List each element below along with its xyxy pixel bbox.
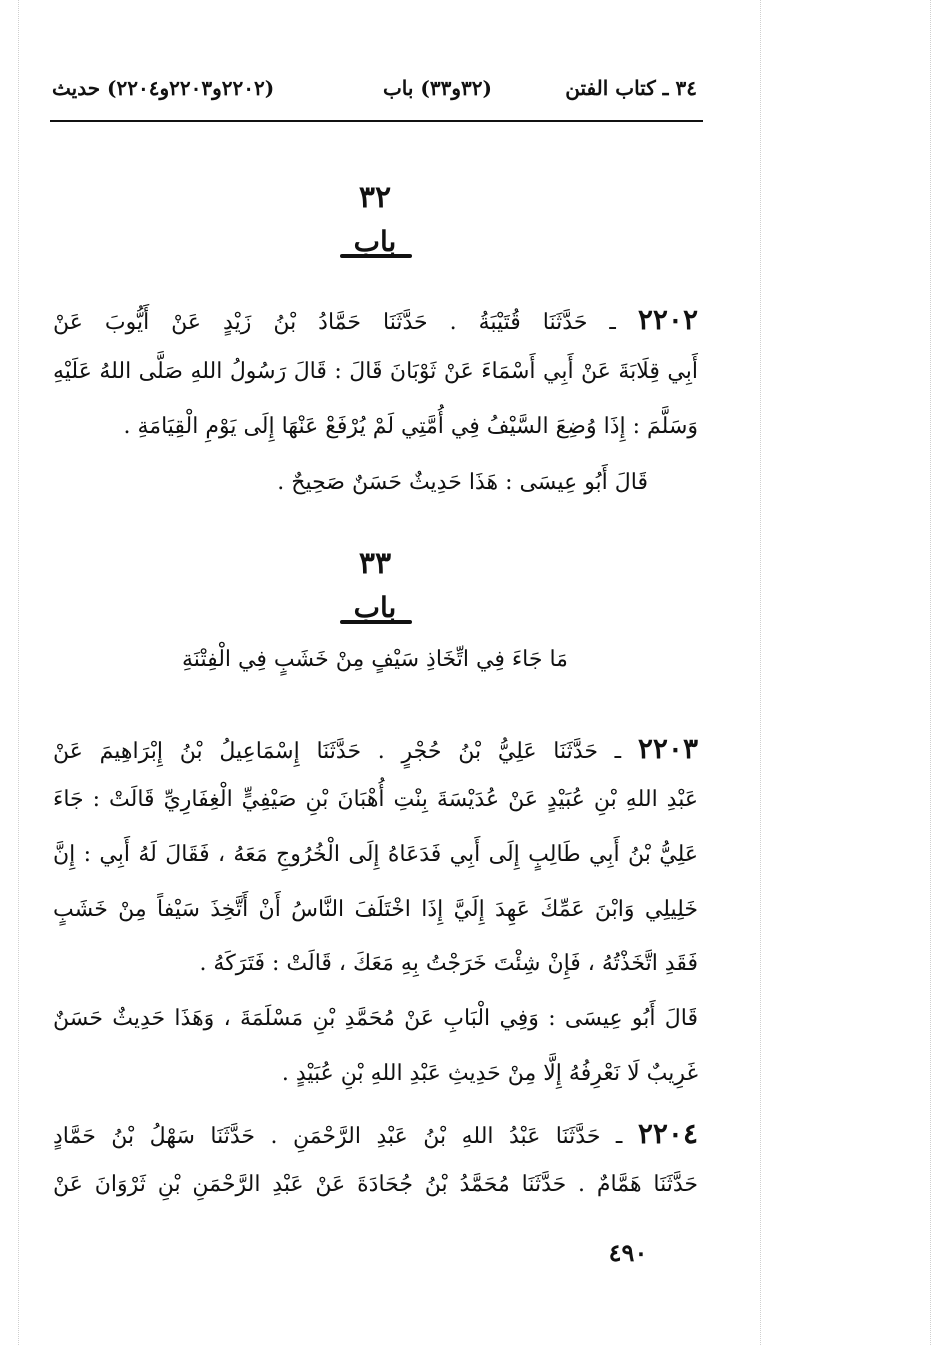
scan-artifact-line	[760, 0, 761, 1345]
hadith-text: ـ حَدَّثَنَا قُتَيْبَةُ . حَدَّثَنَا حَمَّادُ بْنُ زَيْدٍ عَنْ أَيُّوبَ عَنْ	[53, 310, 638, 335]
page-number: ٤٩٠	[608, 1238, 648, 1267]
scan-artifact-line	[18, 0, 19, 1345]
section-subtitle: مَا جَاءَ فِي اتِّخَاذِ سَيْفٍ مِنْ خَشَبٍ فِي الْفِتْنَةِ	[182, 647, 568, 672]
section-title: باب	[353, 591, 397, 624]
hadith-text: ـ حَدَّثَنَا عَلِيُّ بْنُ حُجْرٍ . حَدَّثَنَا إِسْمَاعِيلُ بْنُ إِبْرَاهِيمَ عَنْ	[53, 739, 638, 764]
header-book-title: ٣٤ ـ كتاب الفتن	[565, 76, 697, 100]
text-line: خَلِيلِي وَابْنَ عَمِّكَ عَهِدَ إِلَيَّ إِذَا اخْتَلَفَ النَّاسُ أَنْ أَتَّخِذَ سَيْفاً مِنْ خَشَبٍ	[53, 897, 698, 922]
text-line: فَقَدِ اتَّخَذْتُهُ ، فَإِنْ شِئْتَ خَرَجْتُ بِهِ مَعَكَ ، قَالَتْ : فَتَرَكَهُ .	[199, 951, 698, 976]
title-underline	[340, 254, 412, 258]
text-line: حَدَّثَنَا هَمَّامٌ . حَدَّثَنَا مُحَمَّدُ بْنُ جُحَادَةَ عَنْ عَبْدِ الرَّحْمَنِ بْنِ ثَرْوَانَ عَنْ	[53, 1172, 698, 1197]
text-line	[53, 732, 698, 765]
section-title: باب	[353, 225, 397, 258]
section-number: ٣٣	[358, 546, 392, 581]
hadith-number: ٢٢٠٣	[637, 732, 698, 765]
text-line: عَلِيُّ بْنُ أَبِي طَالِبٍ إِلَى أَبِي فَدَعَاهُ إِلَى الْخُرُوجِ مَعَهُ ، فَقَالَ لَهُ أَبِي : إِنَّ	[53, 842, 698, 867]
text-line: عَبْدِ اللهِ بْنِ عُبَيْدٍ عَنْ عُدَيْسَةَ بِنْتِ أُهْبَانَ بْنِ صَيْفِيٍّ الْغِفَارِيِّ قَالَتْ : جَاءَ	[53, 787, 698, 812]
text-line: وَسَلَّمَ : إِذَا وُضِعَ السَّيْفُ فِي أُمَّتِي لَمْ يُرْفَعْ عَنْهَا إِلَى يَوْمِ الْقِيَامَةِ .	[123, 414, 698, 439]
running-header	[52, 74, 697, 114]
hadith-number: ٢٢٠٢	[637, 303, 698, 336]
scan-artifact-line	[930, 0, 931, 1345]
text-line: قَالَ أَبُو عِيسَى : وَفِي الْبَابِ عَنْ مُحَمَّدِ بْنِ مَسْلَمَةَ ، وَهَذَا حَدِيثٌ حَسَنٌ	[53, 1006, 698, 1031]
header-hadith-ref: (٢٢٠٢و٢٢٠٣و٢٢٠٤) حديث	[52, 76, 275, 100]
header-rule	[50, 120, 703, 122]
text-line: أَبِي قِلَابَةَ عَنْ أَبِي أَسْمَاءَ عَنْ ثَوْبَانَ قَالَ : قَالَ رَسُولُ اللهِ صَلَّى اللهُ عَلَيْهِ	[53, 359, 698, 384]
section-number: ٣٢	[358, 180, 392, 215]
text-line	[53, 1117, 698, 1150]
text-line: غَرِيبٌ لَا نَعْرِفُهُ إِلَّا مِنْ حَدِيثِ عَبْدِ اللهِ بْنِ عُبَيْدٍ .	[281, 1061, 698, 1086]
title-underline	[340, 620, 412, 624]
header-chapter-ref: (٣٢و٣٣) باب	[382, 76, 492, 100]
text-line: قَالَ أَبُو عِيسَى : هَذَا حَدِيثٌ حَسَنٌ صَحِيحٌ .	[277, 470, 648, 495]
text-line	[53, 303, 698, 336]
hadith-text: ـ حَدَّثَنَا عَبْدُ اللهِ بْنُ عَبْدِ الرَّحْمَنِ . حَدَّثَنَا سَهْلُ بْنُ حَمَّادٍ	[53, 1124, 638, 1149]
hadith-number: ٢٢٠٤	[637, 1117, 698, 1150]
